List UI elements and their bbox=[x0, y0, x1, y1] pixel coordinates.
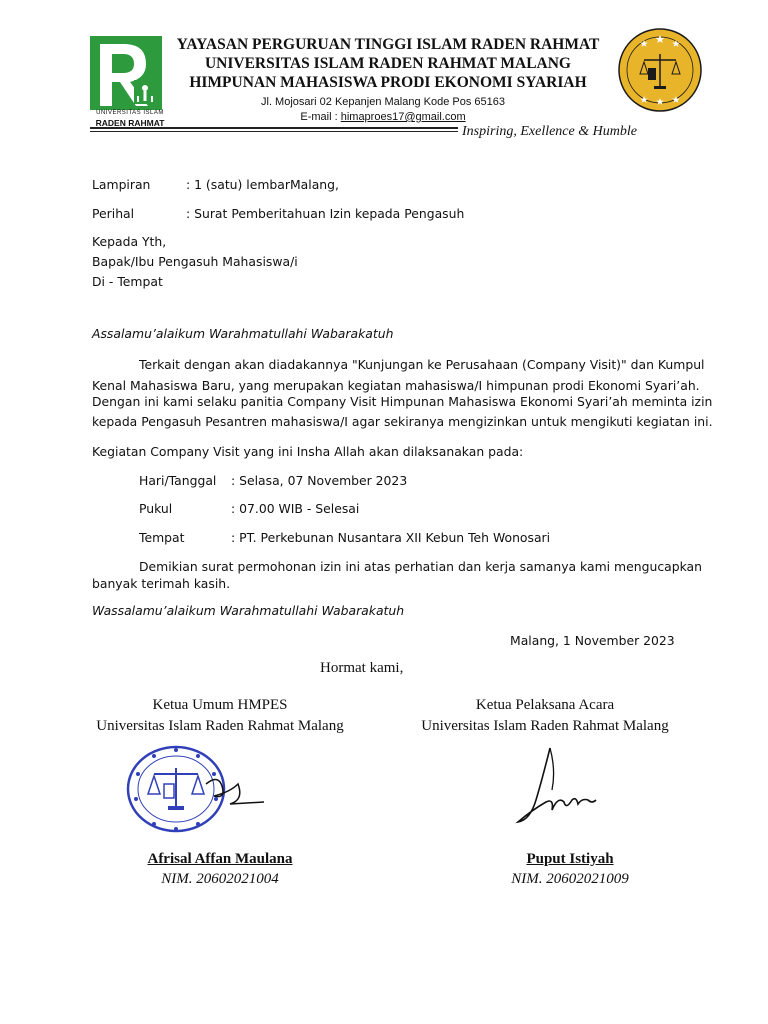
date-place: Malang, 1 November 2023 bbox=[510, 633, 675, 648]
closing-line: Demikian surat permohonan izin ini atas perhatian dan kerja samanya kami mengucapkan bbox=[139, 559, 702, 574]
logo-caption: RADEN RAHMAT bbox=[95, 118, 165, 128]
official-stamp bbox=[126, 744, 276, 834]
stamp-seal-icon bbox=[126, 744, 276, 834]
paragraph-line: Dengan ini kami selaku panitia Company Visit Himpunan Mahasiswa Ekonomi Syari’ah meminta izin bbox=[92, 394, 713, 409]
recipient-line: Kepada Yth, bbox=[92, 234, 167, 249]
signature-scribble-icon bbox=[512, 740, 612, 830]
email-line bbox=[258, 110, 508, 125]
university-logo bbox=[90, 36, 165, 134]
left-signer-name: Afrisal Affan Maulana bbox=[147, 851, 293, 867]
schedule-label: Tempat bbox=[139, 530, 185, 545]
right-signer-org: Universitas Islam Raden Rahmat Malang bbox=[421, 718, 669, 734]
schedule-value: : Selasa, 07 November 2023 bbox=[231, 473, 408, 488]
logo-caption-small: UNIVERSITAS ISLAM bbox=[96, 110, 164, 116]
schedule-value: : PT. Perkebunan Nusantara XII Kebun Teh Wonosari bbox=[231, 530, 551, 545]
header-rule-thin bbox=[90, 131, 458, 132]
foundation-name: YAYASAN PERGURUAN TINGGI ISLAM RADEN RAHMAT bbox=[176, 36, 600, 53]
farewell: Wassalamu’alaikum Warahmatullahi Wabarakatuh bbox=[92, 603, 405, 618]
email-label: E-mail : bbox=[300, 111, 341, 123]
schedule-label: Hari/Tanggal bbox=[139, 473, 217, 488]
raden-rahmat-logo-icon bbox=[90, 36, 162, 110]
paragraph-line: kepada Pengasuh Pesantren mahasiswa/I agar sekiranya mengizinkan untuk mengikuti kegiatan ini. bbox=[92, 414, 713, 429]
handwritten-signature bbox=[512, 740, 612, 830]
closing-line: banyak terimah kasih. bbox=[92, 576, 231, 591]
paragraph-line: Terkait dengan akan diadakannya "Kunjungan ke Perusahaan (Company Visit)" dan Kumpul bbox=[139, 357, 705, 372]
right-signer-title: Ketua Pelaksana Acara bbox=[475, 697, 615, 713]
left-signer-org: Universitas Islam Raden Rahmat Malang bbox=[96, 718, 344, 734]
perihal-value: : Surat Pemberitahuan Izin kepada Pengasuh bbox=[186, 206, 465, 221]
schedule-value: : 07.00 WIB - Selesai bbox=[231, 501, 360, 516]
recipient-block bbox=[92, 232, 298, 292]
left-signer-nim: NIM. 20602021004 bbox=[161, 871, 279, 887]
tagline: Inspiring, Exellence & Humble bbox=[462, 124, 637, 139]
recipient-line: Di - Tempat bbox=[92, 274, 163, 289]
lampiran-value: : 1 (satu) lembarMalang, bbox=[186, 177, 339, 192]
organization-name: HIMPUNAN MAHASISWA PRODI EKONOMI SYARIAH bbox=[189, 74, 587, 91]
paragraph-line: Kenal Mahasiswa Baru, yang merupakan kegiatan mahasiswa/I himpunan prodi Ekonomi Syari’ah. bbox=[92, 378, 700, 393]
greeting: Assalamu’alaikum Warahmatullahi Wabarakatuh bbox=[92, 326, 394, 341]
email-link[interactable]: himaproes17@gmail.com bbox=[340, 111, 466, 123]
university-name: UNIVERSITAS ISLAM RADEN RAHMAT MALANG bbox=[204, 55, 571, 72]
address-line: Jl. Mojosari 02 Kepanjen Malang Kode Pos 65163 bbox=[261, 96, 505, 108]
letterhead-title bbox=[168, 36, 608, 93]
hormat-kami: Hormat kami, bbox=[320, 660, 404, 676]
left-signer-title: Ketua Umum HMPES bbox=[152, 697, 288, 713]
letterhead-address bbox=[258, 95, 508, 125]
hmpes-seal bbox=[618, 28, 702, 112]
perihal-label: Perihal bbox=[92, 206, 135, 221]
economics-seal-icon bbox=[618, 28, 702, 112]
lampiran-label: Lampiran bbox=[92, 177, 151, 192]
recipient-line: Bapak/Ibu Pengasuh Mahasiswa/i bbox=[92, 254, 298, 269]
header-rule bbox=[90, 127, 458, 129]
schedule-intro: Kegiatan Company Visit yang ini Insha Allah akan dilaksanakan pada: bbox=[92, 444, 524, 459]
right-signer-name: Puput Istiyah bbox=[526, 851, 614, 867]
schedule-label: Pukul bbox=[139, 501, 173, 516]
right-signer-nim: NIM. 20602021009 bbox=[511, 871, 629, 887]
